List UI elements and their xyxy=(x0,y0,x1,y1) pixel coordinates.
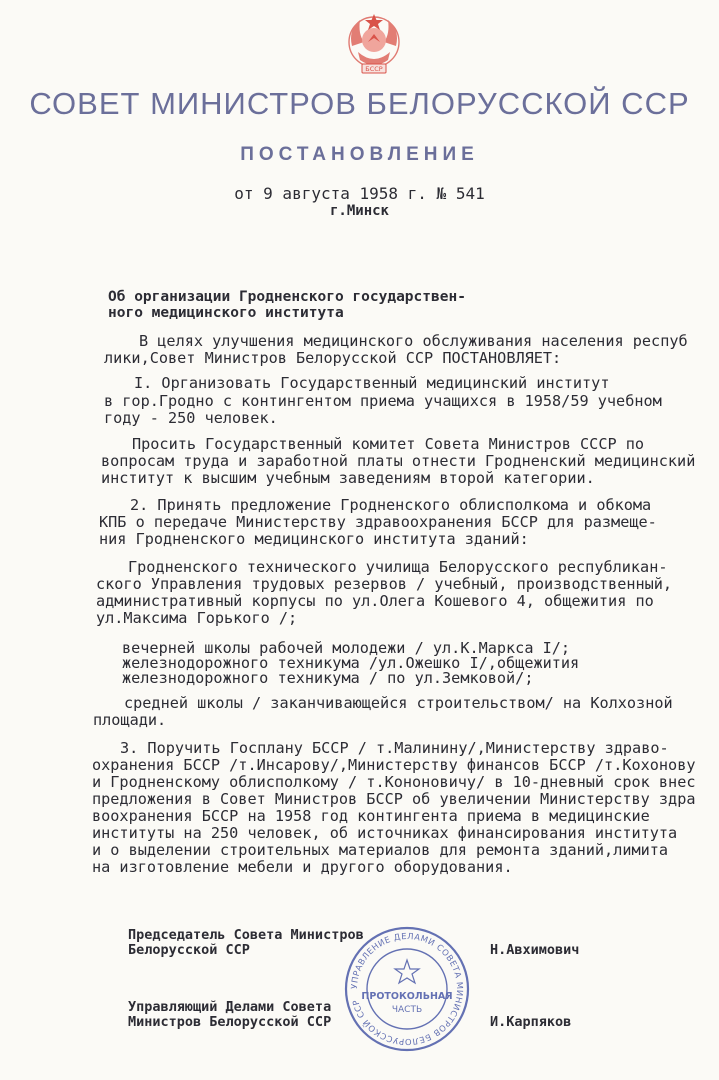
body-line: воохранения БССР на 1958 год контингента приема в медицинские xyxy=(92,807,650,825)
body-line: 3. Поручить Госплану БССР / т.Малинину/,Министерству здраво- xyxy=(120,739,669,757)
subject-line: Об организации Гродненского государствен- xyxy=(108,289,466,305)
svg-text:ЧАСТЬ: ЧАСТЬ xyxy=(391,1005,423,1015)
body-line: институты на 250 человек, об источниках финансирования института xyxy=(92,824,678,842)
document-city: г.Минск xyxy=(329,203,389,219)
body-line: предложения в Совет Министров БССР об увеличении Министерству здра xyxy=(92,790,696,808)
body-line: году - 250 человек. xyxy=(104,409,278,427)
body-line: ского Управления трудовых резервов / учебный, производственный, xyxy=(96,575,673,593)
document-type: ПОСТАНОВЛЕНИЕ xyxy=(240,144,479,165)
body-line: административный корпусы по ул.Олега Кошевого 4, общежития по xyxy=(96,592,654,610)
manager-title: Управляющий Делами Совета xyxy=(128,999,332,1015)
body-line: КПБ о передаче Министерству здравоохранения БССР для размеще- xyxy=(99,513,657,531)
body-line: лики,Совет Министров Белорусской ССР ПОСТАНОВЛЯЕТ: xyxy=(104,349,562,367)
body-line: железнодорожного техникума /ул.Ожешко I/,общежития xyxy=(122,654,580,672)
body-line: Гродненского технического училища Белорусского республикан- xyxy=(128,558,668,576)
document-date-number: от 9 августа 1958 г. № 541 xyxy=(234,184,485,203)
svg-text:УПРАВЛЕНИЕ ДЕЛАМИ СОВЕТА МИНИС: УПРАВЛЕНИЕ ДЕЛАМИ СОВЕТА МИНИСТРОВ БЕЛОРУССКОЙ ССР xyxy=(348,930,466,1048)
body-line: вопросам труда и заработной платы отнести Гродненский медицинский xyxy=(101,452,696,470)
body-line: и о выделении строительных материалов для ремонта зданий,лимита xyxy=(92,841,669,859)
body-line: железнодорожного техникума / по ул.Земковой/; xyxy=(122,669,534,687)
svg-text:ПРОТОКОЛЬНАЯ: ПРОТОКОЛЬНАЯ xyxy=(361,991,453,1002)
body-line: и Гродненскому облисполкому / т.Кононовичу/ в 10-дневный срок внес xyxy=(92,773,696,791)
body-line: Просить Государственный комитет Совета Министров СССР по xyxy=(132,435,645,453)
body-line: 2. Принять предложение Гродненского облисполкома и обкома xyxy=(130,496,652,514)
chair-title: Председатель Совета Министров xyxy=(128,927,364,943)
manager-name: И.Карпяков xyxy=(490,1014,572,1030)
body-line: ния Гродненского медицинского института зданий: xyxy=(99,530,529,548)
body-line: ул.Максима Горького /; xyxy=(96,609,298,627)
official-stamp-icon xyxy=(342,924,472,1054)
body-line: площади. xyxy=(93,711,167,729)
council-title: СОВЕТ МИНИСТРОВ БЕЛОРУССКОЙ ССР xyxy=(29,86,690,121)
svg-text:БССР: БССР xyxy=(365,65,383,73)
manager-title: Министров Белорусской ССР xyxy=(128,1014,332,1030)
state-emblem-icon xyxy=(338,8,410,80)
chair-name: Н.Авхимович xyxy=(490,942,580,958)
body-line: на изготовление мебели и другого оборудования. xyxy=(92,858,513,876)
body-line: вечерней школы рабочей молодежи / ул.К.Маркса I/; xyxy=(122,639,571,657)
body-line: институт к высшим учебным заведениям второй категории. xyxy=(101,469,595,487)
chair-title: Белорусской ССР xyxy=(128,942,250,958)
body-line: средней школы / заканчивающейся строительством/ на Колхозной xyxy=(124,694,673,712)
body-line: охранения БССР /т.Инсарову/,Министерству финансов БССР /т.Кохонову xyxy=(92,756,696,774)
body-line: I. Организовать Государственный медицинский институт xyxy=(134,374,610,392)
body-line: в гор.Гродно с контингентом приема учащихся в 1958/59 учебном xyxy=(104,392,662,410)
subject-line: ного медицинского института xyxy=(108,305,344,321)
body-line: В целях улучшения медицинского обслуживания населения респуб xyxy=(139,332,688,350)
